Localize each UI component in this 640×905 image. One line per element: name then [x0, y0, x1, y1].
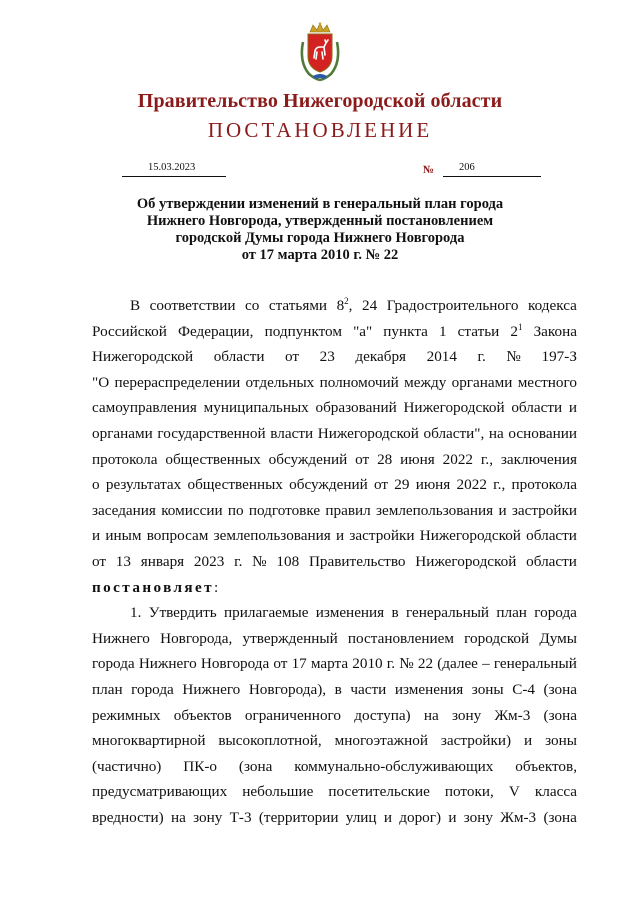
word: области [511, 399, 563, 417]
word-part: , [348, 297, 353, 314]
word: области", [423, 424, 485, 442]
word: Градостроительного [386, 297, 519, 314]
word: зоны [545, 732, 577, 750]
word: общественных [165, 450, 261, 468]
word: от [273, 655, 288, 673]
word: подготовке [248, 501, 321, 519]
word: Нижнего [92, 629, 150, 647]
word: улиц [345, 808, 377, 826]
word: 2022 [442, 450, 473, 468]
word: кодекса [528, 297, 577, 314]
word: Нижегородской [415, 552, 517, 570]
word: Новгорода [200, 655, 270, 673]
word: небольшие [242, 783, 314, 801]
word: постановлением [347, 629, 454, 647]
word: и [383, 808, 392, 826]
word: землепользования [376, 501, 494, 519]
word: вредности) [92, 808, 164, 826]
word: и [498, 501, 507, 519]
document-type: ПОСТАНОВЛЕНИЕ [207, 118, 433, 142]
document-subject [110, 196, 530, 264]
word: города [131, 680, 174, 698]
word: подпунктом [264, 322, 342, 340]
word: генеральный [405, 604, 490, 622]
word: изменения [315, 604, 385, 622]
word: г. [234, 552, 243, 570]
word: утвержденный [242, 629, 338, 647]
word: доступа) [354, 706, 411, 724]
word: Российской [92, 322, 167, 340]
subject-line: от 17 марта 2010 г. № 22 [241, 247, 399, 263]
word: г., [493, 476, 506, 494]
body-line [92, 754, 577, 780]
word: ограниченного [244, 706, 341, 724]
body-line [92, 447, 577, 473]
decree-word: постановляет [92, 578, 215, 596]
word: землепользования [213, 527, 331, 545]
word: г. [386, 655, 396, 673]
word: января [140, 552, 185, 570]
body-line [92, 805, 577, 831]
body-line [92, 549, 577, 575]
word: зону [193, 808, 223, 826]
word: Правительство [308, 552, 406, 570]
word: на [488, 424, 504, 442]
word: на [170, 808, 186, 826]
word: (частично) [92, 757, 162, 775]
word: комиссии [161, 501, 223, 519]
word [269, 293, 327, 319]
word: "О [92, 373, 110, 391]
body-line [92, 651, 577, 677]
word: № [506, 348, 521, 366]
word: заключения [500, 450, 577, 468]
word: г., [480, 450, 493, 468]
word: о [92, 476, 100, 494]
word: 2010 [352, 655, 383, 673]
body-line [92, 779, 577, 805]
document-number: 206 [443, 161, 541, 177]
word: местного [517, 373, 577, 391]
word: предусматривающих [92, 783, 228, 801]
word: V [508, 783, 520, 801]
word: С-4 [512, 680, 535, 698]
word: полномочий [319, 373, 399, 391]
body-line [92, 523, 577, 549]
word: застройки) [440, 732, 512, 750]
word: № [399, 655, 414, 673]
word: на [423, 706, 439, 724]
word: изменения [394, 680, 464, 698]
word: застройки [511, 501, 577, 519]
word: отдельных [245, 373, 315, 391]
decree-colon: : [214, 578, 219, 596]
word: прилагаемые [224, 604, 309, 622]
word: 2022 [456, 476, 487, 494]
body-line [92, 370, 577, 396]
word: 24 [361, 297, 378, 314]
word: застройки [349, 527, 415, 545]
word: Нижегородской [92, 348, 194, 366]
body-line [92, 498, 577, 524]
word: Новгорода), [248, 680, 327, 698]
body-line [92, 703, 577, 729]
word: Нижнего [138, 655, 197, 673]
word: 22 [417, 655, 434, 673]
word: от [355, 450, 370, 468]
word: органами [451, 373, 513, 391]
word: заседания [92, 501, 156, 519]
word: муниципальных [203, 399, 309, 417]
word: обсуждений [289, 476, 368, 494]
word: 23 [319, 348, 335, 366]
word: г. [477, 348, 486, 366]
word: Новгорода, [160, 629, 233, 647]
word: июня [400, 450, 435, 468]
document-body [92, 293, 577, 830]
subject-line: городской Думы города Нижнего Новгорода [175, 230, 465, 246]
government-title: Правительство Нижегородской области [137, 90, 503, 112]
word: общественных [187, 476, 283, 494]
word: области [213, 348, 265, 366]
word: 1. [130, 604, 142, 622]
word: "а" [353, 322, 373, 340]
word: 2014 [426, 348, 457, 366]
body-line [92, 600, 577, 626]
word: Думы [539, 629, 577, 647]
word: статьи [457, 322, 500, 340]
word: части [350, 680, 387, 698]
subject-line: Об утверждении изменений в генеральный план города [136, 196, 504, 212]
word: вопросам [146, 527, 209, 545]
word: декабря [355, 348, 407, 366]
word [337, 293, 353, 319]
word: 29 [394, 476, 410, 494]
word: план [92, 680, 123, 698]
word: власти [270, 424, 314, 442]
word: результатах [105, 476, 182, 494]
body-line [92, 575, 577, 601]
word: обсуждений [268, 450, 348, 468]
body-line [92, 293, 577, 319]
superscript: 2 [344, 296, 349, 306]
word-part: 8 [336, 297, 345, 314]
word: и [448, 808, 457, 826]
word: Закона [533, 322, 577, 340]
word: зону [463, 808, 493, 826]
word: протокола [92, 450, 158, 468]
word: городской [464, 629, 530, 647]
word: пункта [383, 322, 428, 340]
word: перераспределении [114, 373, 241, 391]
word: (далее [437, 655, 478, 673]
word: правил [325, 501, 371, 519]
body-line [92, 395, 577, 421]
word: иным [105, 527, 142, 545]
word: посетительские [328, 783, 430, 801]
word: 28 [377, 450, 393, 468]
word: дорог) [399, 808, 442, 826]
word: Нижегородской [403, 399, 505, 417]
word: ПК-о [183, 757, 218, 775]
word: по [227, 501, 244, 519]
word: и [92, 527, 101, 545]
word: со [245, 297, 260, 314]
subject-line: Нижнего Новгорода, утвержденный постановлением [146, 213, 494, 229]
word: 108 [276, 552, 300, 570]
word: марта [310, 655, 349, 673]
body-line [92, 677, 577, 703]
word: Жм-3 [500, 808, 537, 826]
word: – [482, 655, 490, 673]
superscript: 1 [517, 321, 523, 332]
word: образований [315, 399, 397, 417]
word: многоквартирной [92, 732, 206, 750]
body-line [92, 421, 577, 447]
word: 2023 [193, 552, 225, 570]
body-line [92, 344, 577, 370]
word: Утвердить [148, 604, 217, 622]
word: самоуправления [92, 399, 197, 417]
word: генеральный [493, 655, 577, 673]
word [510, 319, 522, 345]
word: соответствии [149, 297, 236, 314]
word: (территории [258, 808, 339, 826]
word: (зона [543, 808, 577, 826]
body-line [92, 472, 577, 498]
word: июня [415, 476, 451, 494]
number-sign: № [423, 164, 435, 176]
word: города [92, 655, 135, 673]
word: 13 [115, 552, 131, 570]
word: потоки, [444, 783, 494, 801]
word-part: 2 [510, 322, 518, 340]
word: в [334, 680, 342, 698]
word: режимных [92, 706, 161, 724]
word: (зона [543, 706, 577, 724]
word: класса [534, 783, 577, 801]
word: области [526, 527, 577, 545]
word: области [526, 552, 577, 570]
word: и [336, 527, 345, 545]
coat-of-arms-icon [295, 22, 345, 82]
word: от [373, 476, 389, 494]
word: органами [92, 424, 153, 442]
word: от [92, 552, 107, 570]
word: 1 [438, 322, 447, 340]
word: (зона [238, 757, 273, 775]
word: № [252, 552, 267, 570]
word: в [391, 604, 399, 622]
word: Т-3 [229, 808, 252, 826]
word: и [524, 732, 533, 750]
word: Федерации, [177, 322, 254, 340]
word: коммунально-обслуживающих [294, 757, 494, 775]
word: (зона [543, 680, 577, 698]
word: объектов, [515, 757, 577, 775]
body-line [92, 626, 577, 652]
document-date: 15.03.2023 [122, 161, 226, 177]
word: В [130, 297, 141, 314]
word: между [404, 373, 447, 391]
word: основании [508, 424, 577, 442]
word: города [534, 604, 577, 622]
word: Нижнего [182, 680, 241, 698]
word: многоэтажной [334, 732, 428, 750]
word: объектов [173, 706, 232, 724]
body-line [92, 319, 577, 345]
word: план [496, 604, 527, 622]
word: от [285, 348, 300, 366]
word: зоны [471, 680, 504, 698]
word: Нижегородской [317, 424, 419, 442]
word: государственной [157, 424, 266, 442]
body-line [92, 728, 577, 754]
word: зону [451, 706, 482, 724]
word: 197-З [541, 348, 577, 366]
word: и [568, 399, 577, 417]
word: протокола [511, 476, 577, 494]
word-part: статьями [268, 297, 328, 314]
word: Нижегородской [419, 527, 521, 545]
word: Жм-3 [494, 706, 531, 724]
word: высокоплотной, [218, 732, 322, 750]
word: 17 [291, 655, 307, 673]
